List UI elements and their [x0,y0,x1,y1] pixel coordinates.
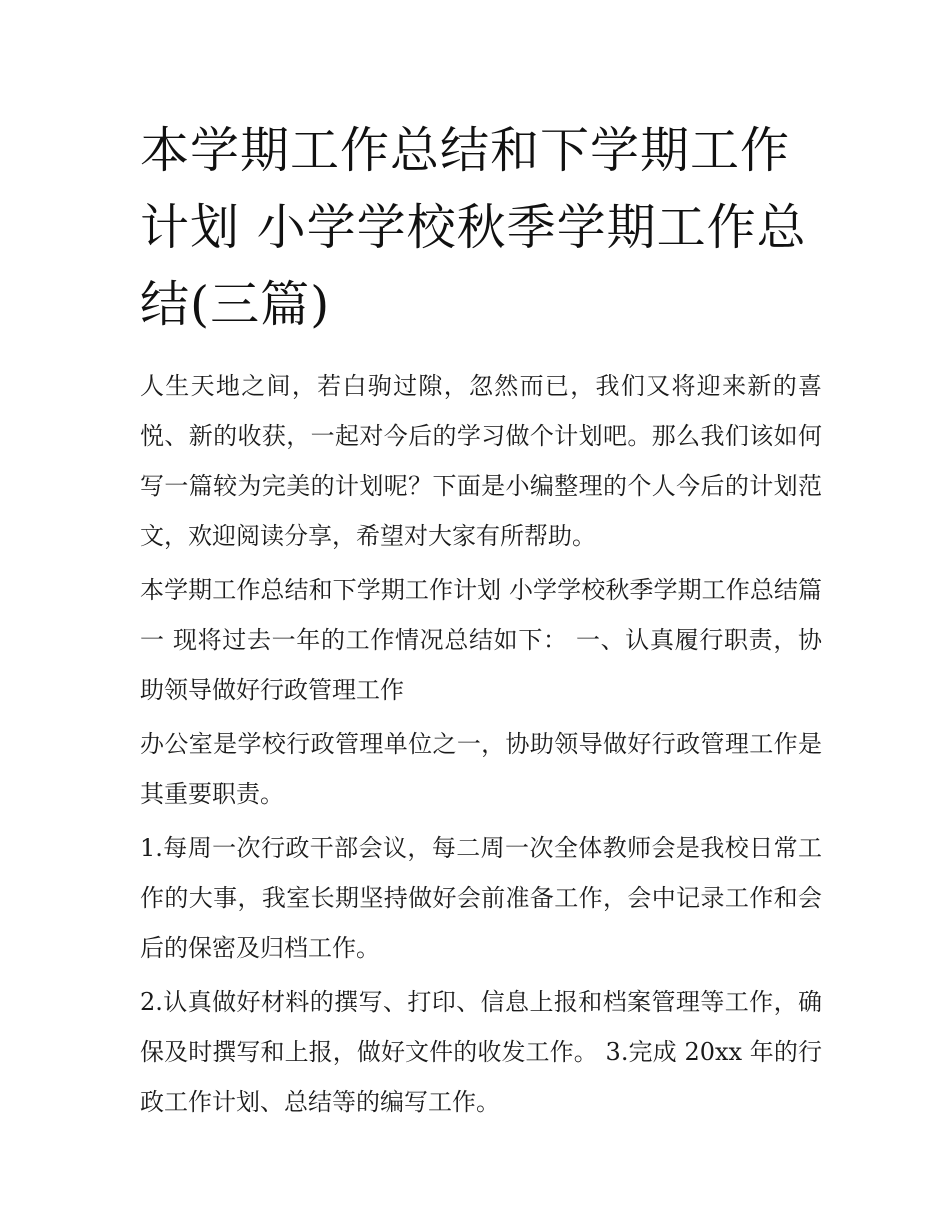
paragraph-office-duty: 办公室是学校行政管理单位之一，协助领导做好行政管理工作是其重要职责。 [140,730,822,808]
paragraph-section-one-heading: 本学期工作总结和下学期工作计划 小学学校秋季学期工作总结篇一 现将过去一年的工作情况总结如下： 一、认真履行职责，协助领导做好行政管理工作 [140,576,822,704]
document-title: 本学期工作总结和下学期工作计划 小学学校秋季学期工作总结(三篇) [140,122,807,333]
paragraph-item-1: 1.每周一次行政干部会议，每二周一次全体教师会是我校日常工作的大事，我室长期坚持做好会前准备工作，会中记录工作和会后的保密及归档工作。 [140,834,822,962]
document-body [140,361,822,1127]
paragraph-item-2-3: 2.认真做好材料的撰写、打印、信息上报和档案管理等工作，确保及时撰写和上报，做好文件的收发工作。 3.完成 20xx 年的行政工作计划、总结等的编写工作。 [140,988,822,1116]
paragraph-intro: 人生天地之间，若白驹过隙，忽然而已，我们又将迎来新的喜悦、新的收获，一起对今后的学习做个计划吧。那么我们该如何写一篇较为完美的计划呢？下面是小编整理的个人今后的计划范文，欢迎阅读分享，希望对大家有所帮助。 [140,372,822,550]
